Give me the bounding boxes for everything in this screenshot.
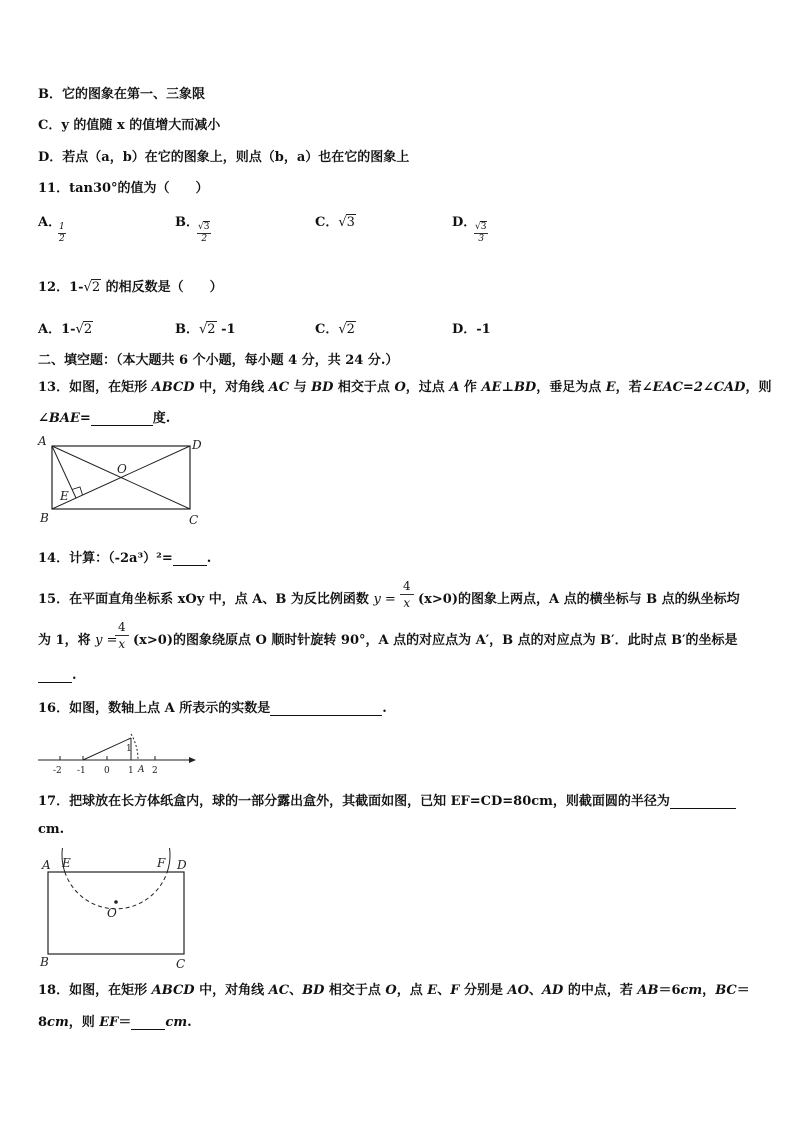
q11-d-radicand: 3 <box>480 222 487 232</box>
q16-label-a: A <box>138 765 145 775</box>
q12-option-d: D．-1 <box>452 322 491 337</box>
q11-b-radicand: 3 <box>203 222 210 232</box>
q11-option-b-label: B． <box>175 215 199 230</box>
q12-b-sqrt: √2 <box>199 322 216 337</box>
q15-fraction-2 <box>115 619 129 652</box>
q15-line-3 <box>38 668 77 683</box>
q13-var: BD <box>311 380 334 395</box>
q11-option-d-label: D． <box>452 215 477 230</box>
q13-text: 13．如图，在矩形 <box>38 380 152 395</box>
q12-stem-pre: 12．1- <box>38 280 84 295</box>
q12-stem <box>38 276 223 295</box>
q12-b-post: -1 <box>216 322 236 337</box>
q11-c-radicand: 3 <box>346 215 355 230</box>
q12-stem-post: 的相反数是（ ） <box>101 280 223 295</box>
q11-b-denominator: 2 <box>201 234 208 244</box>
q13-text: 度. <box>152 411 171 426</box>
q18-var: AO <box>507 983 529 998</box>
q11-option-d-fraction <box>474 221 488 245</box>
q10-option-b: B．它的图象在第一、三象限 <box>38 87 205 102</box>
q17-center-point <box>114 900 118 904</box>
q18-var: AB <box>637 983 659 998</box>
q13-text: 与 <box>289 380 312 395</box>
q15-y-eq: y = <box>373 592 396 607</box>
q15-line-2-rest: (x>0)的图象绕原点 O 顺时针旋转 90°，A 点的对应点为 A′，B 点的对应点为 B′．此时点 B′的坐标是 <box>133 633 738 648</box>
q16-tick-label: -2 <box>53 766 62 776</box>
q13-label-o: O <box>117 462 127 476</box>
q16-tick-label: 2 <box>152 766 158 776</box>
q18-var: E <box>427 983 438 998</box>
q11-option-d <box>452 211 476 230</box>
q12-a-radicand: 2 <box>83 322 93 337</box>
q11-option-a-label: A． <box>38 215 62 230</box>
q15-line-1-rest: (x>0)的图象上两点，A 点的横坐标与 B 点的纵坐标均 <box>418 592 740 607</box>
q13-text: ，过点 <box>405 380 450 395</box>
q15-fraction-1 <box>400 578 414 611</box>
q13-rectangle-figure <box>34 434 214 530</box>
q11-stem: 11．tan30°的值为（ ） <box>38 181 209 196</box>
q18-text: 分别是 <box>459 983 508 998</box>
q12-option-a-label: A．1- <box>38 322 76 337</box>
q11-option-c-label: C． <box>315 215 339 230</box>
q18-text: 、 <box>289 983 303 998</box>
q16-tick-label: 0 <box>104 766 110 776</box>
q13-text: 作 <box>459 380 482 395</box>
q18-text: 的中点，若 <box>563 983 638 998</box>
q16-answer-blank[interactable] <box>270 714 382 716</box>
q11-option-a-fraction <box>58 222 66 245</box>
q14-text: 14．计算：（-2a³）²= <box>38 551 173 566</box>
q16-text: 16．如图，数轴上点 A 所表示的实数是 <box>38 701 271 716</box>
q13-label-c: C <box>189 513 199 527</box>
q17-text: 17．把球放在长方体纸盒内，球的一部分露出盒外，其截面如图，已知 EF=CD=80cm，则截面圆的半径为 <box>38 794 670 809</box>
q13-var: AE⊥BD <box>481 380 537 395</box>
q16-line <box>38 697 387 716</box>
q13-var: ABCD <box>151 380 195 395</box>
q12-a-sqrt: √2 <box>75 322 93 337</box>
q18-text: ，则 <box>68 1015 100 1030</box>
q17-label-o: O <box>107 906 117 920</box>
q18-text: 相交于点 <box>324 983 386 998</box>
q16-end: . <box>382 701 387 716</box>
q12-stem-sqrt: √2 <box>83 280 101 295</box>
q17-label-b: B <box>40 955 49 969</box>
q15-numerator: 4 <box>400 578 414 595</box>
q11-a-denominator: 2 <box>59 234 65 244</box>
q12-c-radicand: 2 <box>346 322 355 337</box>
q16-tick-label: 1 <box>128 766 134 776</box>
q13-label-a: A <box>38 434 47 448</box>
q18-var: F <box>450 983 460 998</box>
q12-c-sqrt: √2 <box>338 322 355 337</box>
q12-stem-radicand: 2 <box>91 280 101 295</box>
q18-var: O <box>385 983 397 998</box>
q13-var: ∠EAC=2∠CAD <box>641 380 746 395</box>
q11-option-b <box>175 211 199 230</box>
q11-b-numerator: √3 <box>198 222 210 232</box>
q18-var: AC <box>268 983 290 998</box>
section-fill-in-header: 二、填空题：（本大题共 6 个小题，每小题 4 分，共 24 分.） <box>38 353 399 368</box>
q18-line-2 <box>38 1011 192 1030</box>
q13-var: ∠BAE= <box>38 411 91 426</box>
q11-c-sqrt: √3 <box>338 215 355 230</box>
q10-option-c: C．y 的值随 x 的值增大而减小 <box>38 118 221 133</box>
q17-label-d: D <box>177 858 187 872</box>
q17-ball-box-figure <box>34 848 204 972</box>
q15-line-2 <box>38 629 117 648</box>
q18-var: EF <box>99 1015 119 1030</box>
q12-option-b-label: B． <box>175 322 199 337</box>
q13-text: 相交于点 <box>333 380 395 395</box>
q13-label-b: B <box>40 511 49 525</box>
q11-d-numerator: √3 <box>475 222 487 232</box>
q18-answer-blank[interactable] <box>131 1028 165 1030</box>
q15-answer-blank[interactable] <box>38 681 72 683</box>
q12-option-c <box>315 318 356 337</box>
q18-text: 8 <box>38 1015 48 1030</box>
q15-denominator: x <box>118 637 126 651</box>
q11-d-denominator: 3 <box>478 234 485 244</box>
q12-b-radicand: 2 <box>207 322 216 337</box>
q14-line <box>38 547 211 566</box>
q18-var: AD <box>541 983 564 998</box>
q17-label-f: F <box>157 856 166 870</box>
q15-line-1 <box>38 588 396 607</box>
q17-label-c: C <box>176 957 186 971</box>
q18-text: ＝ <box>118 1015 132 1030</box>
q13-var: AC <box>268 380 290 395</box>
q10-option-d: D．若点（a，b）在它的图象上，则点（b，a）也在它的图象上 <box>38 150 410 165</box>
q18-text: ＝ <box>736 983 750 998</box>
q18-var: cm <box>47 1015 69 1030</box>
q15-text: 15．在平面直角坐标系 xOy 中，点 A、B 为反比例函数 <box>38 592 374 607</box>
q12-option-a <box>38 318 93 337</box>
q17-circle-top <box>62 848 170 872</box>
q14-end: . <box>206 551 212 566</box>
q13-text: ，若 <box>615 380 642 395</box>
q11-a-numerator: 1 <box>59 222 65 232</box>
q13-var: E <box>605 380 616 395</box>
q16-label-one: 1 <box>126 744 132 754</box>
q12-option-c-label: C． <box>315 322 339 337</box>
q13-var: O <box>394 380 406 395</box>
q18-text: ，点 <box>396 983 428 998</box>
q18-text: 中，对角线 <box>194 983 269 998</box>
q17-line-2: cm. <box>38 822 65 837</box>
q13-label-d: D <box>192 438 202 452</box>
q18-text: . <box>187 1015 192 1030</box>
q13-line-1 <box>38 376 771 395</box>
q11-option-c <box>315 211 356 230</box>
q13-text: ，则 <box>745 380 772 395</box>
q16-axis-arrow <box>189 757 196 763</box>
q13-line-2 <box>38 407 170 426</box>
q15-numerator: 4 <box>115 619 129 636</box>
q16-tick-label: -1 <box>77 766 86 776</box>
q17-label-a: A <box>42 858 51 872</box>
q15-denominator: x <box>403 596 411 610</box>
q13-var: A <box>449 380 460 395</box>
q16-number-line-figure <box>34 726 204 776</box>
q18-line-1 <box>38 979 750 998</box>
q18-text: 18．如图，在矩形 <box>38 983 152 998</box>
q13-text: ，垂足为点 <box>536 380 606 395</box>
q12-option-b <box>175 318 236 337</box>
q18-text: 、 <box>528 983 542 998</box>
q18-var: cm <box>680 983 703 998</box>
q17-label-e: E <box>62 856 71 870</box>
q18-var: BC <box>715 983 737 998</box>
q13-answer-blank[interactable] <box>91 424 153 426</box>
q15-y-eq: y = <box>95 633 118 648</box>
q13-label-e: E <box>60 489 69 503</box>
q11-option-b-fraction <box>197 221 211 245</box>
q18-text: ＝6 <box>658 983 681 998</box>
q17-answer-blank[interactable] <box>670 807 736 809</box>
q15-end: . <box>72 668 77 683</box>
q16-arc <box>131 734 138 760</box>
q14-answer-blank[interactable] <box>173 564 207 566</box>
q18-text: ， <box>702 983 716 998</box>
q18-text: 、 <box>437 983 451 998</box>
q18-var: ABCD <box>151 983 195 998</box>
q18-var: cm <box>165 1015 188 1030</box>
q17-line-1 <box>38 790 736 809</box>
q18-var: BD <box>302 983 325 998</box>
q15-text: 为 1，将 <box>38 633 96 648</box>
q13-text: 中，对角线 <box>194 380 269 395</box>
